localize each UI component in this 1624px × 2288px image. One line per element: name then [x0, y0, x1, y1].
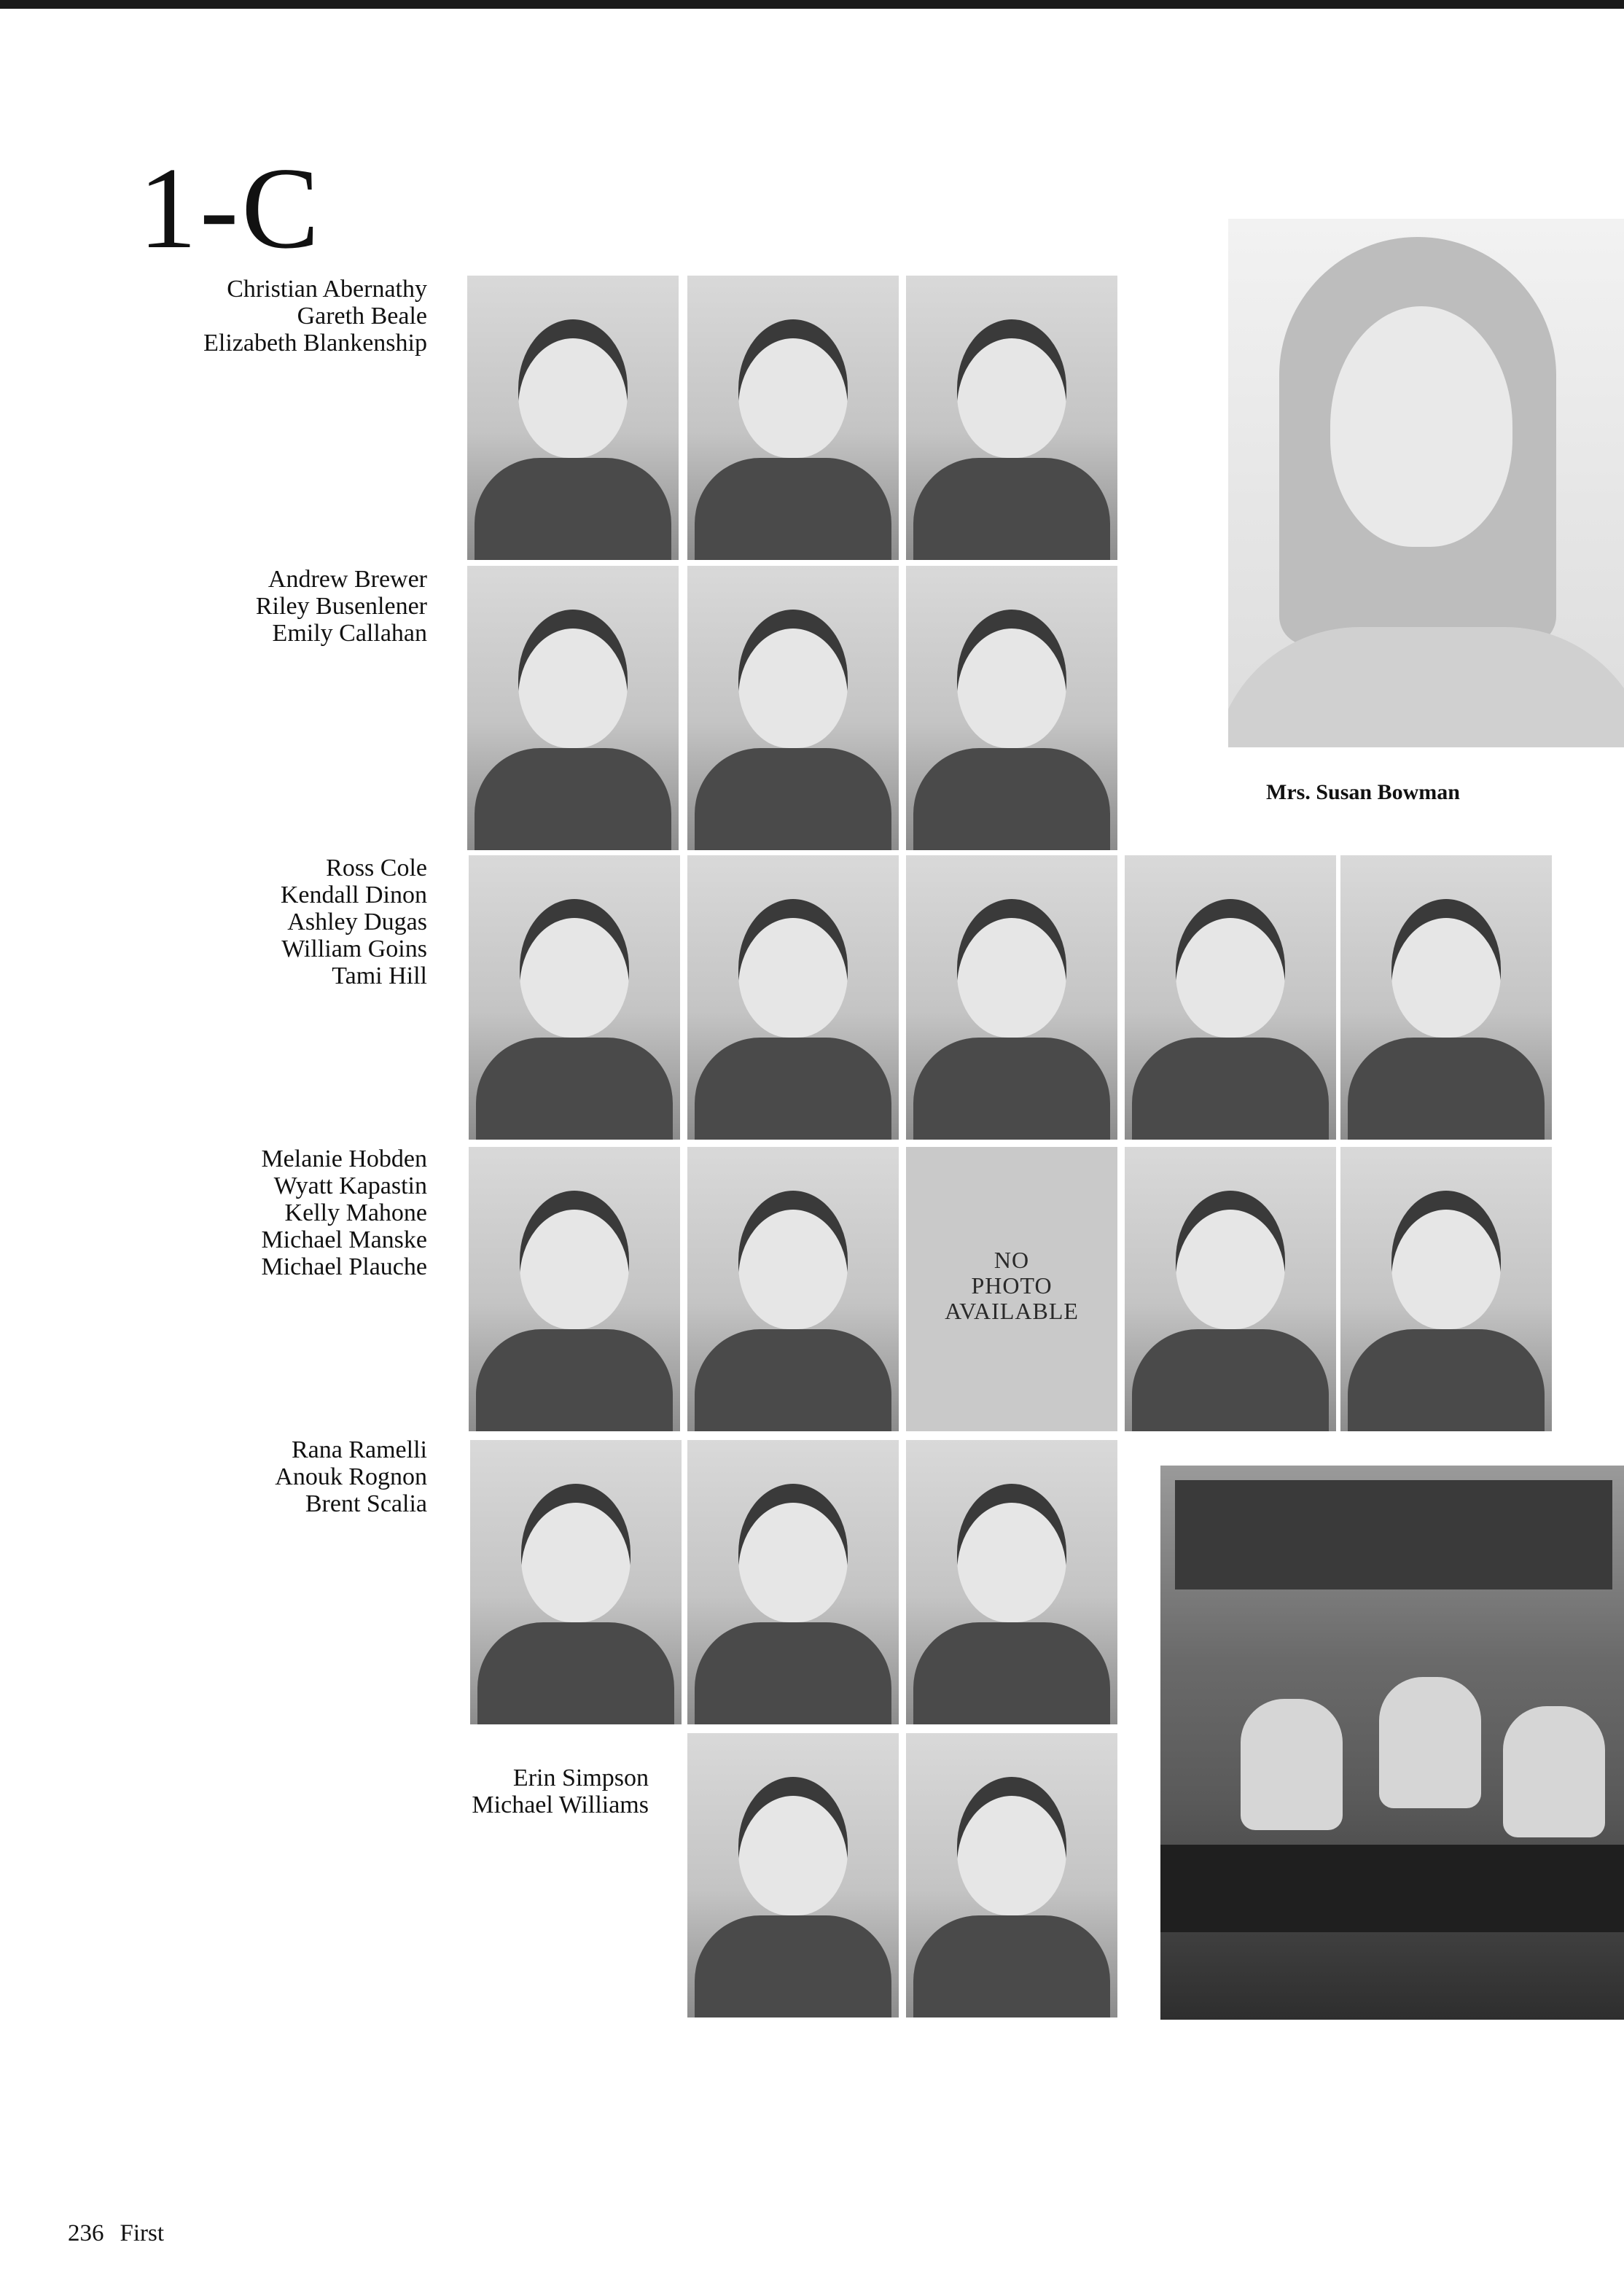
name-list-row-6	[328, 1764, 649, 1818]
student-portrait	[687, 855, 899, 1140]
student-name: Andrew Brewer	[268, 566, 427, 593]
student-name: Elizabeth Blankenship	[203, 330, 427, 357]
student-name: William Goins	[281, 935, 427, 962]
student-name: Anouk Rognon	[275, 1463, 427, 1490]
student-portrait	[469, 855, 680, 1140]
student-portrait	[467, 276, 679, 560]
student-portrait	[1340, 1147, 1552, 1431]
student-portrait	[1125, 1147, 1336, 1431]
name-list-row-5	[106, 1436, 427, 1517]
student-name: Michael Williams	[472, 1791, 649, 1818]
student-name: Tami Hill	[332, 962, 427, 989]
student-name: Melanie Hobden	[261, 1145, 427, 1172]
name-list-row-1	[106, 276, 427, 357]
student-name: Kendall Dinon	[280, 882, 427, 908]
student-name: Gareth Beale	[297, 303, 427, 330]
student-name: Riley Busenlener	[255, 593, 427, 620]
student-name: Ross Cole	[326, 855, 427, 882]
page-title: 1-C	[138, 143, 322, 273]
page-number: 236	[68, 2220, 104, 2246]
student-portrait	[687, 1733, 899, 2017]
student-name: Michael Manske	[261, 1226, 427, 1253]
student-portrait	[906, 1440, 1117, 1724]
name-list-row-3	[106, 855, 427, 989]
student-name: Kelly Mahone	[284, 1199, 427, 1226]
student-portrait	[906, 855, 1117, 1140]
student-portrait	[687, 276, 899, 560]
student-portrait	[906, 566, 1117, 850]
name-list-row-4	[106, 1145, 427, 1280]
classroom-photo	[1160, 1466, 1624, 2020]
student-portrait	[469, 1147, 680, 1431]
teacher-caption: Mrs. Susan Bowman	[1266, 780, 1460, 804]
student-name: Ashley Dugas	[287, 908, 427, 935]
page-folio	[68, 2220, 164, 2247]
student-portrait	[687, 1440, 899, 1724]
student-name: Michael Plauche	[261, 1253, 427, 1280]
student-name: Emily Callahan	[272, 620, 427, 647]
student-portrait	[1340, 855, 1552, 1140]
student-name: Christian Abernathy	[227, 276, 427, 303]
student-portrait	[906, 1733, 1117, 2017]
student-name: Wyatt Kapastin	[273, 1172, 427, 1199]
name-list-row-2	[106, 566, 427, 647]
student-portrait	[1125, 855, 1336, 1140]
student-portrait	[467, 566, 679, 850]
student-portrait	[470, 1440, 682, 1724]
teacher-portrait	[1228, 219, 1624, 747]
section-name: First	[120, 2220, 165, 2246]
student-name: Brent Scalia	[305, 1490, 427, 1517]
student-portrait	[687, 566, 899, 850]
student-name: Rana Ramelli	[291, 1436, 427, 1463]
no-photo-placeholder	[906, 1147, 1117, 1431]
student-portrait	[906, 276, 1117, 560]
student-portrait	[687, 1147, 899, 1431]
top-border	[0, 0, 1624, 9]
student-name: Erin Simpson	[512, 1764, 649, 1791]
no-photo-label: NO PHOTO AVAILABLE	[945, 1247, 1079, 1324]
